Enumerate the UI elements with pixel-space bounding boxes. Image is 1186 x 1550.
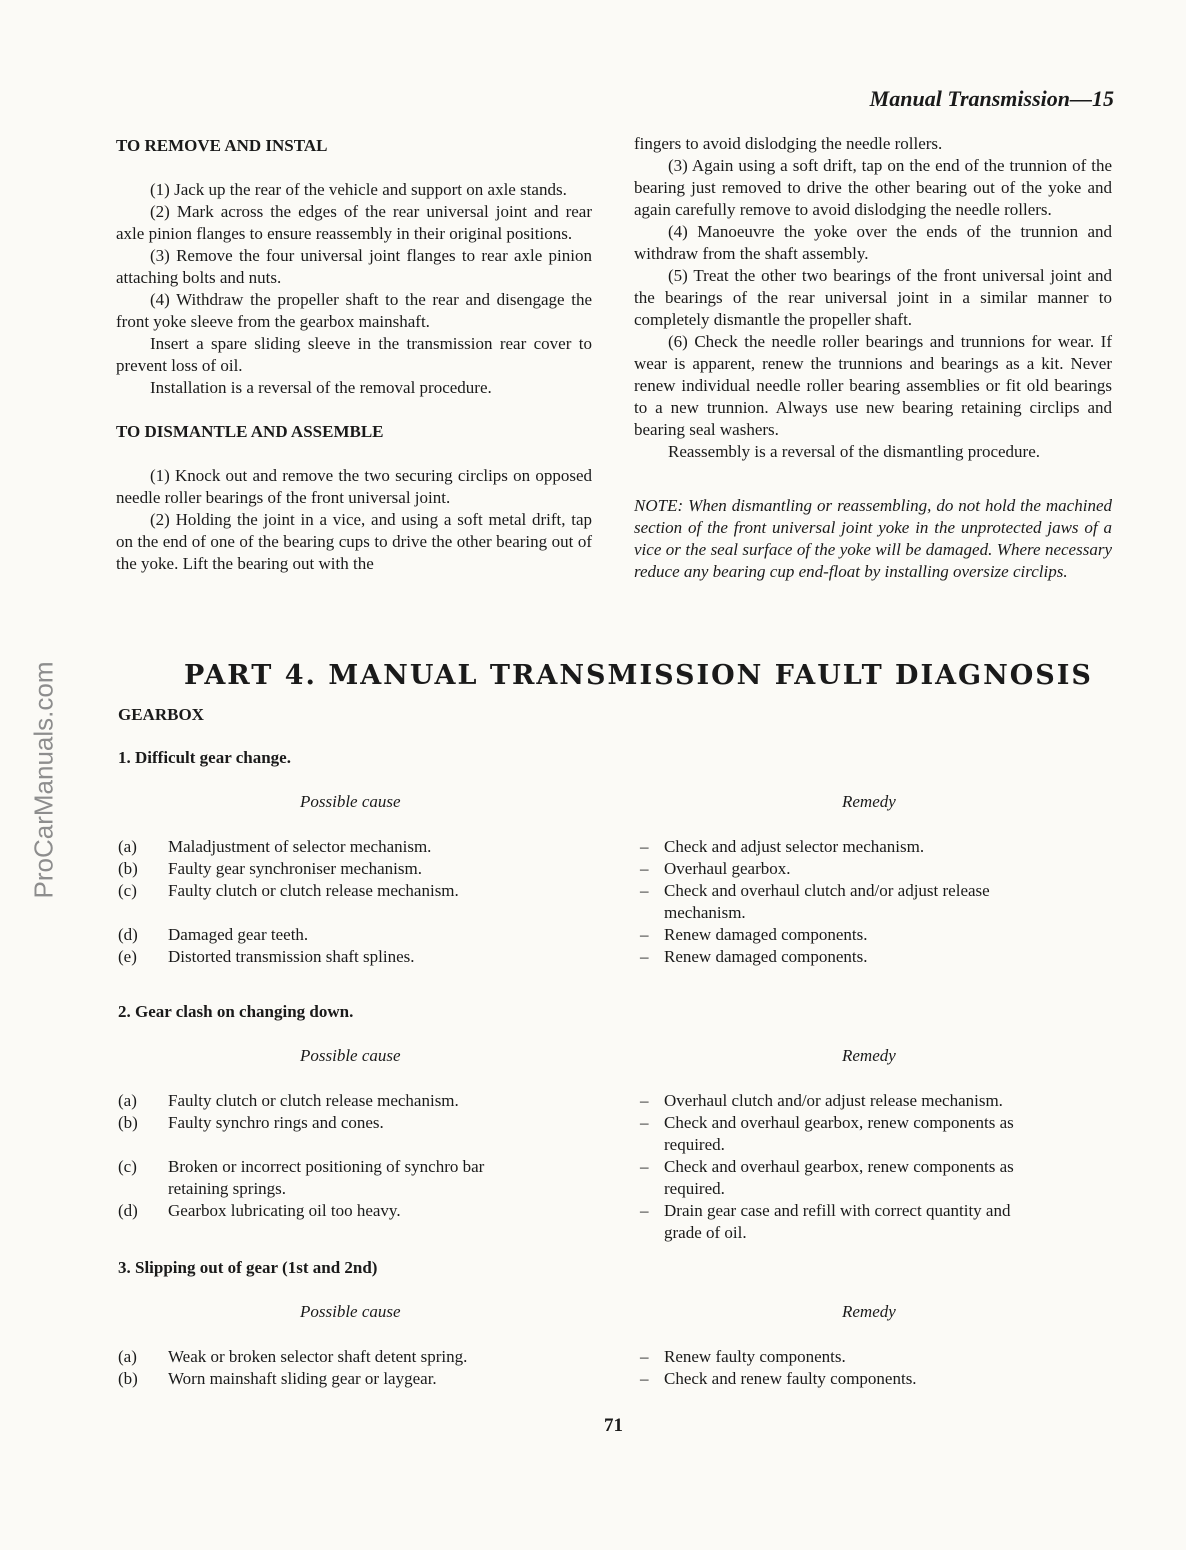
cause-label: (b) <box>118 1369 138 1388</box>
remove-step: Insert a spare sliding sleeve in the transmission rear cover to prevent loss of oil. <box>116 334 592 375</box>
remedy-row <box>640 1346 1060 1368</box>
remedy-header: Remedy <box>842 1046 896 1065</box>
remove-step: Installation is a reversal of the removal procedure. <box>150 378 492 397</box>
cause-label: (d) <box>118 925 138 944</box>
part-title: PART 4. MANUAL TRANSMISSION FAULT DIAGNOSIS <box>184 660 1093 691</box>
dismantle-step: (3) Again using a soft drift, tap on the end of the trunnion of the bearing just removed to drive the other bearing out of the yoke and again carefully remove to avoid dislodging the needle rollers. <box>634 156 1112 219</box>
note: NOTE: When dismantling or reassembling, do not hold the machined section of the front universal joint yoke in the unprotected jaws of a vice or the seal surface of the yoke will be damaged. Where necessary reduce any bearing cup end-float by installing oversize circlips. <box>634 496 1112 581</box>
remedy-row <box>640 858 1060 880</box>
remedy-row <box>640 946 1060 968</box>
cause-text: Worn mainshaft sliding gear or laygear. <box>168 1369 437 1388</box>
section-title: 1. Difficult gear change. <box>118 748 291 767</box>
remedy-row <box>640 1200 1040 1244</box>
dash: – <box>640 837 649 856</box>
section-title: 2. Gear clash on changing down. <box>118 1002 354 1021</box>
dismantle-step: (1) Knock out and remove the two securing circlips on opposed needle roller bearings of the front universal joint. <box>116 466 592 507</box>
cause-text: Faulty gear synchroniser mechanism. <box>168 859 422 878</box>
remedy-text: Renew faulty components. <box>664 1347 846 1366</box>
heading-remove-install: TO REMOVE AND INSTAL <box>116 136 328 155</box>
remedy-text: Check and overhaul clutch and/or adjust release mechanism. <box>664 881 990 922</box>
dash: – <box>640 1157 649 1176</box>
remedy-row <box>640 924 1060 946</box>
remedy-row <box>640 1112 1060 1156</box>
cause-text: Damaged gear teeth. <box>168 925 309 944</box>
section-title: 3. Slipping out of gear (1st and 2nd) <box>118 1258 378 1277</box>
cause-label: (b) <box>118 1113 138 1132</box>
cause-text: Weak or broken selector shaft detent spring. <box>168 1347 468 1366</box>
dismantle-step: (6) Check the needle roller bearings and trunnions for wear. If wear is apparent, renew the trunnions and bearings as a kit. Never renew individual needle roller bearing assemblies or fit old bearings to a new trunnion. Always use new bearing retaining circlips and bearing seal washers. <box>634 332 1112 439</box>
remedy-row <box>640 1156 1060 1200</box>
dash: – <box>640 881 649 900</box>
dash: – <box>640 1347 649 1366</box>
cause-label: (a) <box>118 837 137 856</box>
cause-label: (e) <box>118 947 137 966</box>
dash: – <box>640 1201 649 1220</box>
remedy-header: Remedy <box>842 792 896 811</box>
dash: – <box>640 925 649 944</box>
remedy-text: Check and overhaul gearbox, renew components as required. <box>664 1113 1014 1154</box>
remedy-text: Check and adjust selector mechanism. <box>664 837 925 856</box>
dash: – <box>640 859 649 878</box>
remedy-text: Renew damaged components. <box>664 947 868 966</box>
continuation-text: fingers to avoid dislodging the needle rollers. <box>634 134 943 153</box>
cause-label: (d) <box>118 1201 138 1220</box>
remedy-header: Remedy <box>842 1302 896 1321</box>
cause-label: (a) <box>118 1091 137 1110</box>
cause-text: Gearbox lubricating oil too heavy. <box>168 1201 401 1220</box>
remedy-text: Overhaul gearbox. <box>664 859 791 878</box>
dash: – <box>640 1369 649 1388</box>
remedy-text: Check and renew faulty components. <box>664 1369 917 1388</box>
remedy-row <box>640 1368 1060 1390</box>
watermark: ProCarManuals.com <box>28 661 59 899</box>
remedy-text: Renew damaged components. <box>664 925 868 944</box>
remedy-row <box>640 1090 1060 1112</box>
heading-dismantle-assemble: TO DISMANTLE AND ASSEMBLE <box>116 422 384 441</box>
dismantle-step: (2) Holding the joint in a vice, and using a soft metal drift, tap on the end of one of the bearing cups to drive the other bearing out of the yoke. Lift the bearing out with the <box>116 510 592 573</box>
dismantle-step: (4) Manoeuvre the yoke over the ends of the trunnion and withdraw from the shaft assembly. <box>634 222 1112 263</box>
dash: – <box>640 947 649 966</box>
remedy-text: Overhaul clutch and/or adjust release mechanism. <box>664 1091 1003 1110</box>
remedy-text: Check and overhaul gearbox, renew components as required. <box>664 1157 1014 1198</box>
remedy-row <box>640 880 1000 924</box>
page-number: 71 <box>604 1415 623 1436</box>
cause-header: Possible cause <box>300 792 401 811</box>
page-header: Manual Transmission—15 <box>869 86 1114 111</box>
remove-step: (2) Mark across the edges of the rear universal joint and rear axle pinion flanges to ensure reassembly in their original positions. <box>116 202 592 243</box>
cause-text: Broken or incorrect positioning of synchro bar retaining springs. <box>168 1157 485 1198</box>
cause-text: Distorted transmission shaft splines. <box>168 947 415 966</box>
cause-label: (a) <box>118 1347 137 1366</box>
cause-label: (c) <box>118 1157 137 1176</box>
remedy-text: Drain gear case and refill with correct quantity and grade of oil. <box>664 1201 1011 1242</box>
cause-text: Maladjustment of selector mechanism. <box>168 837 432 856</box>
gearbox-label: GEARBOX <box>118 705 204 724</box>
right-column <box>634 133 1112 583</box>
dismantle-step: (5) Treat the other two bearings of the front universal joint and the bearings of the rear universal joint in a similar manner to completely dismantle the propeller shaft. <box>634 266 1112 329</box>
cause-text: Faulty clutch or clutch release mechanism. <box>168 881 459 900</box>
cause-text: Faulty clutch or clutch release mechanism. <box>168 1091 459 1110</box>
cause-text: Faulty synchro rings and cones. <box>168 1113 384 1132</box>
dash: – <box>640 1113 649 1132</box>
left-column <box>116 135 592 575</box>
remove-step: (3) Remove the four universal joint flanges to rear axle pinion attaching bolts and nuts. <box>116 246 592 287</box>
cause-label: (c) <box>118 881 137 900</box>
dash: – <box>640 1091 649 1110</box>
cause-header: Possible cause <box>300 1046 401 1065</box>
cause-header: Possible cause <box>300 1302 401 1321</box>
dismantle-step: Reassembly is a reversal of the dismantling procedure. <box>668 442 1040 461</box>
cause-label: (b) <box>118 859 138 878</box>
remedy-row <box>640 836 1060 858</box>
remove-step: (4) Withdraw the propeller shaft to the rear and disengage the front yoke sleeve from the gearbox mainshaft. <box>116 290 592 331</box>
remove-step: (1) Jack up the rear of the vehicle and support on axle stands. <box>150 180 567 199</box>
